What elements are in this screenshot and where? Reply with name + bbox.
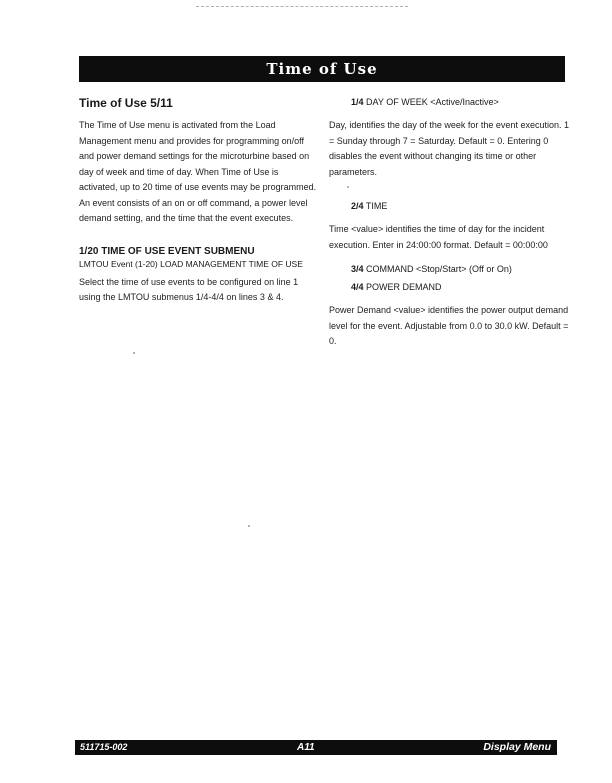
param-time-description: Time <value> identifies the time of day for the incident execution. Enter in 24:00:00 format. Default = 00:00:00 xyxy=(329,224,548,250)
top-scan-rule xyxy=(196,6,408,7)
param-number: 2/4 xyxy=(351,201,364,211)
param-number: 1/4 xyxy=(351,97,364,107)
param-command-heading xyxy=(329,263,569,275)
left-column xyxy=(79,96,319,306)
param-label: TIME xyxy=(365,201,388,211)
scan-speck xyxy=(347,186,349,188)
intro-paragraph: The Time of Use menu is activated from the Load Management menu and provides for programming on/off and power demand settings for the microturbine based on day of week and time of day. When Time of Use is activated, up to 20 time of use events may be programmed. An event consists of an on or off command, a power level demand setting, and the time that the event executes. xyxy=(79,120,317,223)
page-number: A11 xyxy=(297,742,315,753)
submenu-paragraph: Select the time of use events to be configured on line 1 using the LMTOU submenus 1/4-4/4 on lines 3 & 4. xyxy=(79,276,299,302)
submenu-line: LMTOU Event (1-20) LOAD MANAGEMENT TIME OF USE xyxy=(79,258,303,269)
param-power-demand-heading xyxy=(329,281,569,293)
param-time-heading xyxy=(329,200,569,212)
submenu-heading: 1/20 TIME OF USE EVENT SUBMENU xyxy=(79,245,255,257)
section-name: Display Menu xyxy=(483,741,551,753)
title-banner xyxy=(79,56,565,82)
param-number: 4/4 xyxy=(351,282,364,292)
param-power-demand-description: Power Demand <value> identifies the power output demand level for the event. Adjustable from 0.0 to 30.0 kW. Default = 0. xyxy=(329,305,569,346)
param-day-of-week-description: Day, identifies the day of the week for the event execution. 1 = Sunday through 7 = Saturday. Default = 0. Entering 0 disables the event without changing its time or other parameters. xyxy=(329,120,569,177)
param-label: POWER DEMAND xyxy=(366,282,442,292)
param-label: COMMAND <Stop/Start> (Off or On) xyxy=(366,264,512,274)
param-day-of-week-heading xyxy=(329,96,569,108)
scan-speck xyxy=(133,352,135,354)
doc-number: 511715-002 xyxy=(80,742,128,752)
scan-speck xyxy=(248,525,250,527)
section-title: Time of Use 5/11 xyxy=(79,96,173,110)
param-number: 3/4 xyxy=(351,264,364,274)
page-title: Time of Use xyxy=(266,60,378,78)
param-label: DAY OF WEEK <Active/Inactive> xyxy=(366,97,499,107)
right-column xyxy=(329,96,569,350)
footer-bar xyxy=(75,740,557,755)
